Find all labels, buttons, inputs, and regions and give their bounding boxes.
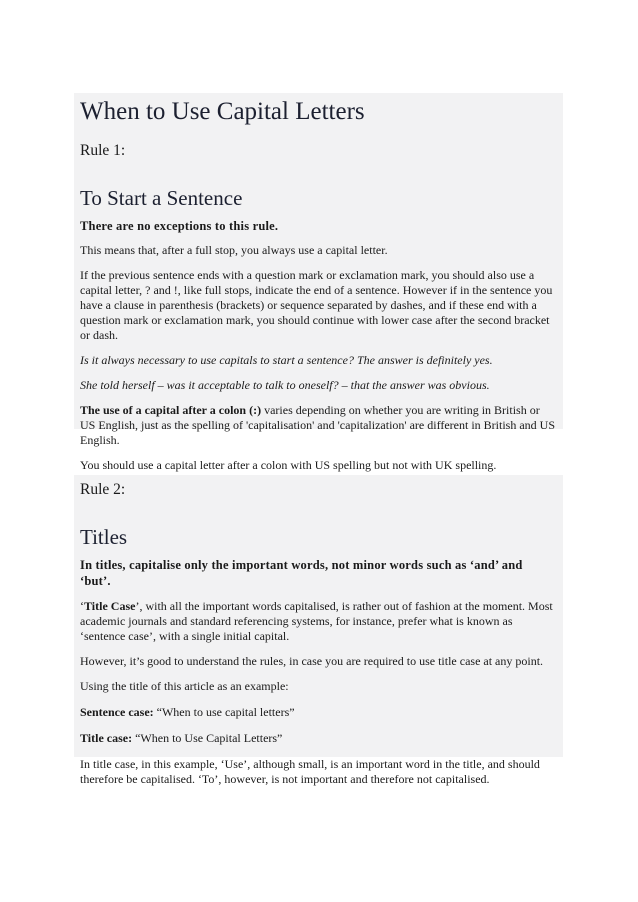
example-line <box>80 705 555 720</box>
paragraph-text: ’, with all the important words capitalised, is rather out of fashion at the moment. Most academic journals and standard referencing systems, for instance, prefer what is known as ‘sentence case’, with a single initial capital. <box>80 599 553 643</box>
section-rule-2 <box>74 475 563 786</box>
bold-phrase: Title Case <box>84 599 136 613</box>
example-sentence <box>80 353 555 368</box>
example-line <box>80 731 555 746</box>
example-label: Sentence case: <box>80 705 154 719</box>
example-label: Title case: <box>80 731 133 745</box>
example-text: She told herself – was it acceptable to talk to oneself? – that the answer was obvious. <box>80 378 490 392</box>
bold-statement: There are no exceptions to this rule. <box>80 219 279 233</box>
section-heading: To Start a Sentence <box>80 186 243 210</box>
section-rule-1 <box>74 93 563 472</box>
bold-statement: In titles, capitalise only the important words, not minor words such as ‘and’ and ‘but’. <box>80 558 523 588</box>
paragraph: This means that, after a full stop, you always use a capital letter. <box>80 243 388 257</box>
paragraph: If the previous sentence ends with a question mark or exclamation mark, you should also use a capital letter, ? and !, like full stops, indicate the end of a sentence. However if in the sentence you have a clause in parenthesis (brackets) or sequence separated by dashes, and if these end with a question mark or exclamation mark, you should continue with lower case after the second bracket or dash. <box>80 268 553 342</box>
section-heading: Titles <box>80 525 128 549</box>
rule-label: Rule 2: <box>80 481 126 498</box>
rule-label: Rule 1: <box>80 142 126 159</box>
page-title: When to Use Capital Letters <box>80 98 365 125</box>
example-value: “When to use capital letters” <box>153 705 295 719</box>
paragraph-text: varies depending on whether you are writing in British or US English, just as the spelling of 'capitalisation' and 'capitalization' are different in British and US English. <box>80 403 555 447</box>
bold-phrase: The use of a capital after a colon (:) <box>80 403 262 417</box>
example-value: “When to Use Capital Letters” <box>132 731 283 745</box>
example-sentence <box>80 378 555 393</box>
example-text: Is it always necessary to use capitals to start a sentence? The answer is definitely yes. <box>80 353 493 367</box>
paragraph <box>80 403 555 448</box>
paragraph: Using the title of this article as an example: <box>80 679 289 693</box>
paragraph: However, it’s good to understand the rules, in case you are required to use title case at any point. <box>80 654 544 668</box>
paragraph <box>80 599 555 644</box>
quote-mark: ‘ <box>80 599 84 613</box>
paragraph: You should use a capital letter after a colon with US spelling but not with UK spelling. <box>80 458 497 472</box>
paragraph: In title case, in this example, ‘Use’, although small, is an important word in the title, and should therefore be capitalised. ‘To’, however, is not important and therefore not capitalised. <box>80 757 540 786</box>
